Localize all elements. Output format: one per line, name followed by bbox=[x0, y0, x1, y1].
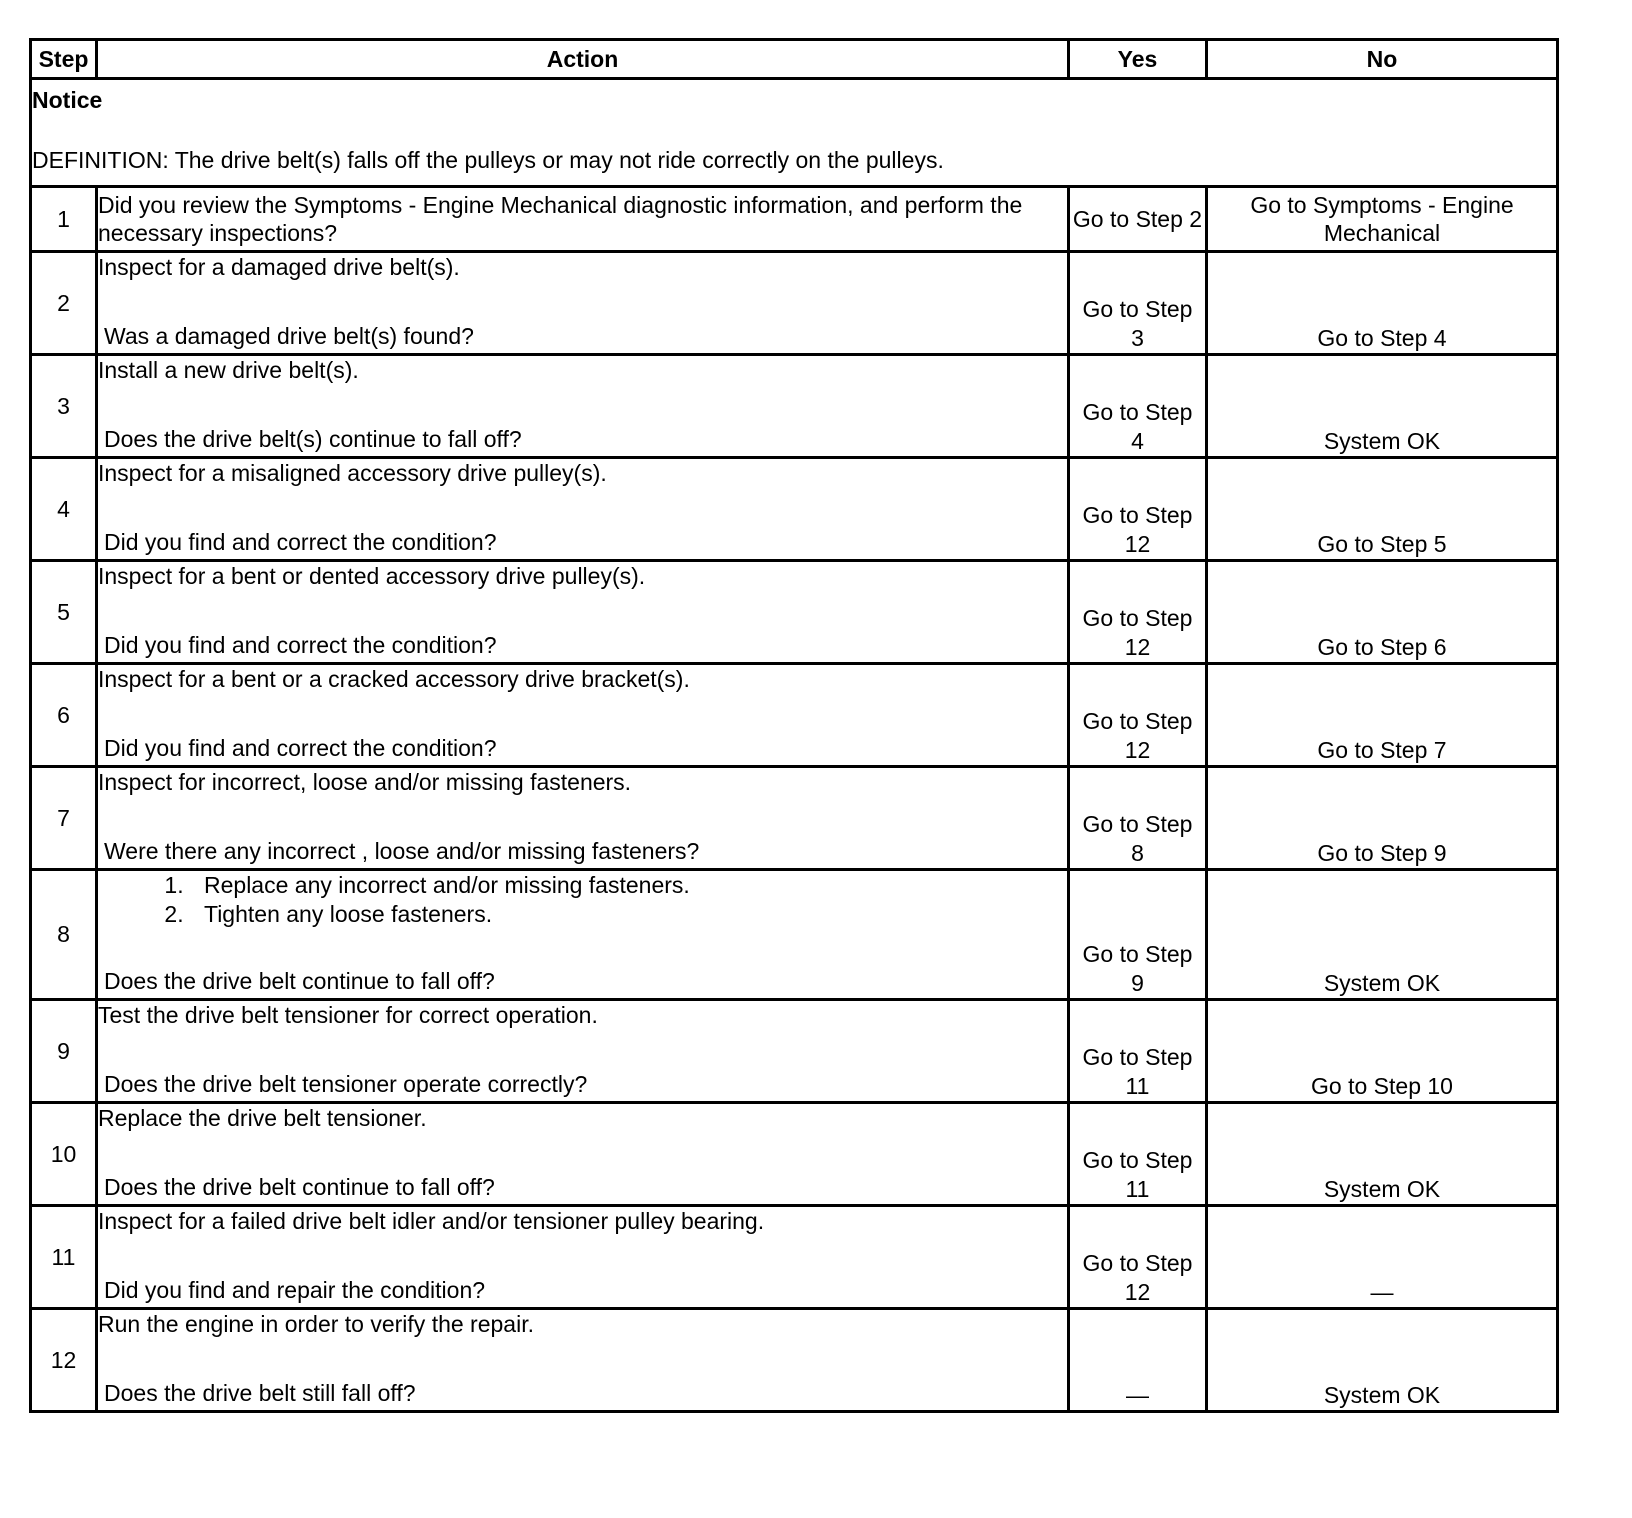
table-row bbox=[31, 664, 1558, 767]
step-instruction: Inspect for a misaligned accessory drive pulley(s). bbox=[98, 460, 607, 486]
yes-text: Go to Step 2 bbox=[1072, 206, 1203, 232]
header-yes: Yes bbox=[1069, 40, 1207, 79]
no-text: System OK bbox=[1323, 1176, 1441, 1202]
step-yes bbox=[1069, 355, 1207, 458]
step-yes bbox=[1069, 187, 1207, 252]
step-question: Does the drive belt still fall off? bbox=[104, 1380, 416, 1406]
step-number: 12 bbox=[31, 1309, 97, 1412]
yes-step: 11 bbox=[1125, 1073, 1150, 1099]
step-instruction: Test the drive belt tensioner for correct operation. bbox=[98, 1002, 598, 1028]
step-action bbox=[97, 767, 1069, 870]
yes-step: 12 bbox=[1124, 634, 1151, 660]
step-no bbox=[1207, 355, 1558, 458]
yes-text: Go to Step bbox=[1082, 1044, 1193, 1070]
yes-step: 12 bbox=[1124, 737, 1151, 763]
diagnostic-table bbox=[29, 38, 1559, 1413]
table-row bbox=[31, 252, 1558, 355]
notice-cell bbox=[31, 79, 1558, 187]
no-text: Go to Step 5 bbox=[1317, 531, 1447, 557]
step-action bbox=[97, 1309, 1069, 1412]
table-row bbox=[31, 355, 1558, 458]
header-row bbox=[31, 40, 1558, 79]
step-number: 3 bbox=[31, 355, 97, 458]
table-row bbox=[31, 767, 1558, 870]
yes-step: 12 bbox=[1124, 531, 1151, 557]
step-no bbox=[1207, 1206, 1558, 1309]
step-yes bbox=[1069, 1309, 1207, 1412]
step-action bbox=[97, 1103, 1069, 1206]
step-no bbox=[1207, 870, 1558, 1000]
step-instruction: Inspect for a failed drive belt idler and/or tensioner pulley bearing. bbox=[98, 1208, 765, 1234]
no-text: Go to Step 7 bbox=[1317, 737, 1447, 763]
step-no bbox=[1207, 187, 1558, 252]
step-number: 6 bbox=[31, 664, 97, 767]
no-text: Go to Symptoms - Engine Mechanical bbox=[1250, 192, 1514, 246]
step-question: Did you find and correct the condition? bbox=[104, 632, 497, 658]
yes-step: 9 bbox=[1131, 970, 1144, 996]
step-no bbox=[1207, 664, 1558, 767]
header-action: Action bbox=[97, 40, 1069, 79]
table-row bbox=[31, 1103, 1558, 1206]
step-no bbox=[1207, 1000, 1558, 1103]
step-no bbox=[1207, 252, 1558, 355]
yes-step: 8 bbox=[1131, 840, 1144, 866]
yes-step: 4 bbox=[1131, 428, 1144, 454]
notice-definition: DEFINITION: The drive belt(s) falls off the pulleys or may not ride correctly on the pulleys. bbox=[32, 147, 944, 173]
yes-text: Go to Step bbox=[1082, 1250, 1193, 1276]
step-action bbox=[97, 252, 1069, 355]
no-text: — bbox=[1370, 1279, 1394, 1305]
step-instruction: Inspect for incorrect, loose and/or missing fasteners. bbox=[98, 769, 632, 795]
yes-step: 3 bbox=[1131, 325, 1144, 351]
step-number: 5 bbox=[31, 561, 97, 664]
yes-step: — bbox=[1126, 1382, 1149, 1408]
table-row bbox=[31, 458, 1558, 561]
step-question: Did you find and correct the condition? bbox=[104, 529, 497, 555]
step-yes bbox=[1069, 561, 1207, 664]
list-item: 1. Replace any incorrect and/or missing fasteners. bbox=[190, 871, 1067, 900]
yes-text: Go to Step bbox=[1082, 296, 1193, 322]
header-no: No bbox=[1207, 40, 1558, 79]
yes-text: Go to Step bbox=[1082, 502, 1193, 528]
step-no bbox=[1207, 561, 1558, 664]
no-text: Go to Step 4 bbox=[1317, 325, 1447, 351]
step-question: Does the drive belt continue to fall off? bbox=[104, 1174, 495, 1200]
step-action bbox=[97, 1206, 1069, 1309]
table-row bbox=[31, 1206, 1558, 1309]
step-instruction: Inspect for a damaged drive belt(s). bbox=[98, 254, 460, 280]
no-text: Go to Step 10 bbox=[1311, 1073, 1453, 1099]
step-number: 11 bbox=[31, 1206, 97, 1309]
table-row bbox=[31, 187, 1558, 252]
step-action bbox=[97, 355, 1069, 458]
no-text: System OK bbox=[1323, 428, 1441, 454]
table-row bbox=[31, 561, 1558, 664]
list-item: 2. Tighten any loose fasteners. bbox=[190, 900, 1067, 929]
step-instruction: Run the engine in order to verify the repair. bbox=[98, 1311, 534, 1337]
step-number: 9 bbox=[31, 1000, 97, 1103]
no-text: Go to Step 9 bbox=[1317, 840, 1447, 866]
step-action bbox=[97, 664, 1069, 767]
step-question: Did you find and correct the condition? bbox=[104, 735, 497, 761]
step-yes bbox=[1069, 252, 1207, 355]
step-no bbox=[1207, 1103, 1558, 1206]
step-yes bbox=[1069, 870, 1207, 1000]
step-number: 1 bbox=[31, 187, 97, 252]
step-number: 10 bbox=[31, 1103, 97, 1206]
step-no bbox=[1207, 767, 1558, 870]
step-instruction: Install a new drive belt(s). bbox=[98, 357, 359, 383]
step-question: Does the drive belt continue to fall off? bbox=[104, 968, 495, 994]
header-step: Step bbox=[31, 40, 97, 79]
step-yes bbox=[1069, 664, 1207, 767]
yes-text: Go to Step bbox=[1082, 605, 1193, 631]
step-action bbox=[97, 1000, 1069, 1103]
yes-text: Go to Step bbox=[1082, 708, 1193, 734]
yes-text: Go to Step bbox=[1082, 811, 1193, 837]
step-list bbox=[98, 871, 1067, 929]
step-action: Did you review the Symptoms - Engine Mechanical diagnostic information, and perform the necessary inspections? bbox=[97, 187, 1069, 252]
step-instruction: Replace the drive belt tensioner. bbox=[98, 1105, 427, 1131]
step-number: 2 bbox=[31, 252, 97, 355]
yes-step: 12 bbox=[1124, 1279, 1151, 1305]
step-question: Does the drive belt(s) continue to fall off? bbox=[104, 426, 522, 452]
step-yes bbox=[1069, 1000, 1207, 1103]
step-action bbox=[97, 561, 1069, 664]
no-text: System OK bbox=[1323, 1382, 1441, 1408]
step-yes bbox=[1069, 767, 1207, 870]
table-row bbox=[31, 870, 1558, 1000]
yes-text: Go to Step bbox=[1082, 1147, 1193, 1173]
step-no bbox=[1207, 1309, 1558, 1412]
step-question: Were there any incorrect , loose and/or missing fasteners? bbox=[104, 838, 700, 864]
step-action bbox=[97, 458, 1069, 561]
step-yes bbox=[1069, 1103, 1207, 1206]
notice-title: Notice bbox=[32, 87, 103, 113]
step-action bbox=[97, 870, 1069, 1000]
step-instruction: Inspect for a bent or a cracked accessory drive bracket(s). bbox=[98, 666, 690, 692]
table-row bbox=[31, 1309, 1558, 1412]
step-number: 4 bbox=[31, 458, 97, 561]
notice-row bbox=[31, 79, 1558, 187]
no-text: Go to Step 6 bbox=[1317, 634, 1447, 660]
step-question: Was a damaged drive belt(s) found? bbox=[104, 323, 474, 349]
step-number: 8 bbox=[31, 870, 97, 1000]
step-question: Did you find and repair the condition? bbox=[104, 1277, 486, 1303]
table-row bbox=[31, 1000, 1558, 1103]
no-text: System OK bbox=[1323, 970, 1441, 996]
step-question: Does the drive belt tensioner operate correctly? bbox=[104, 1071, 588, 1097]
yes-text: Go to Step bbox=[1082, 399, 1193, 425]
step-instruction: Inspect for a bent or dented accessory drive pulley(s). bbox=[98, 563, 646, 589]
yes-text: Go to Step bbox=[1082, 941, 1193, 967]
step-yes bbox=[1069, 1206, 1207, 1309]
step-number: 7 bbox=[31, 767, 97, 870]
yes-step: 11 bbox=[1125, 1176, 1150, 1202]
step-no bbox=[1207, 458, 1558, 561]
step-yes bbox=[1069, 458, 1207, 561]
